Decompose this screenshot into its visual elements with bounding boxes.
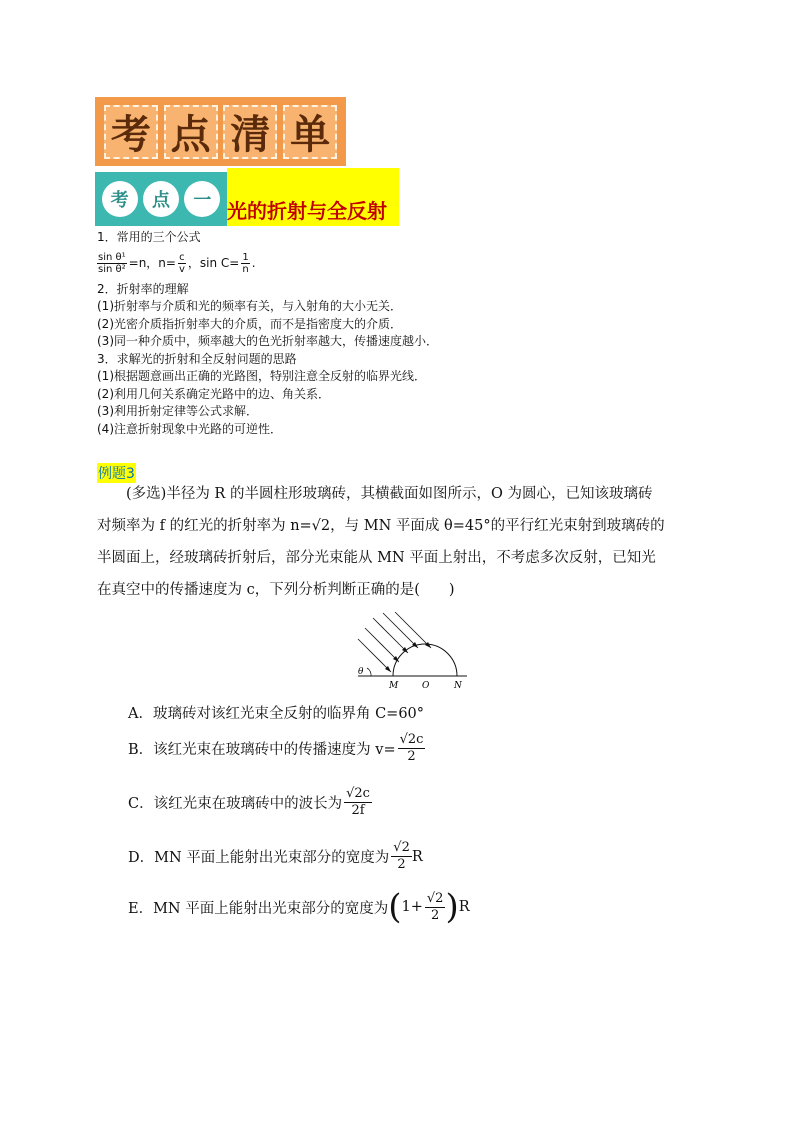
notes-item: (1)根据题意画出正确的光路图，特别注意全反射的临界光线．	[97, 369, 427, 383]
fraction-numerator: 1	[242, 252, 249, 263]
option-fraction	[391, 840, 412, 873]
notes-heading-2: 2．折射率的理解	[97, 281, 189, 296]
section-title: 光的折射与全反射	[227, 199, 387, 223]
notes-item: (3)利用折射定律等公式求解．	[97, 404, 258, 418]
fraction-numerator: √2c	[346, 786, 370, 801]
fraction-numerator: sin θ¹	[98, 252, 126, 263]
light-rays	[358, 612, 431, 672]
option-c[interactable]	[128, 786, 372, 819]
theta-arc	[367, 668, 371, 676]
fraction-numerator: √2	[426, 890, 444, 906]
option-text: D．MN 平面上能射出光束部分的宽度为	[128, 850, 390, 866]
fraction-numerator: √2c	[399, 732, 424, 747]
formula-text: .	[251, 255, 256, 270]
option-tail: R	[458, 899, 470, 915]
label-o: O	[422, 681, 430, 690]
option-d[interactable]	[128, 840, 423, 873]
fraction-sin-ratio	[97, 252, 127, 275]
question-line: 对频率为 f 的红光的折射率为 n=√2，与 MN 平面成 θ=45°的平行红光束射到玻璃砖的	[97, 518, 665, 534]
label-m: M	[389, 681, 399, 690]
fraction-denominator: sin θ²	[98, 264, 126, 275]
label-n: N	[454, 681, 462, 690]
fraction-numerator: √2	[393, 840, 410, 855]
banner-char: 考	[104, 105, 158, 159]
option-text: 1+	[401, 899, 423, 915]
option-tail: R	[411, 848, 423, 865]
fraction-denominator: v	[178, 264, 185, 275]
notes-item: (2)利用几何关系确定光路中的边、角关系．	[97, 386, 330, 401]
semicircle-glass-diagram	[355, 612, 470, 690]
option-e[interactable]	[128, 887, 470, 927]
badge-circle: 考	[102, 181, 138, 217]
theta-label: θ	[358, 667, 364, 677]
option-text: E．MN 平面上能射出光束部分的宽度为	[128, 900, 389, 917]
option-text: B．该红光束在玻璃砖中的传播速度为 v=	[128, 742, 396, 758]
banner-kaodian-qingdan	[95, 97, 346, 166]
semicircle-arc	[393, 644, 457, 676]
fraction-denominator: 2	[407, 749, 416, 764]
option-a[interactable]	[128, 702, 424, 723]
question-text	[97, 478, 697, 606]
example-label-text: 例题	[98, 466, 126, 482]
notes-item: (2)光密介质指折射率大的介质，而不是指密度大的介质．	[97, 316, 403, 331]
banner-char: 单	[283, 105, 337, 159]
option-text: A．玻璃砖对该红光束全反射的临界角 C=60°	[128, 706, 425, 722]
option-b[interactable]	[128, 732, 425, 765]
key-notes	[97, 229, 438, 438]
fraction-numerator: c	[179, 252, 185, 263]
notes-heading-3: 3．求解光的折射和全反射问题的思路	[97, 351, 297, 366]
option-fraction	[398, 732, 426, 765]
example-number: 3	[126, 466, 135, 482]
option-fraction	[344, 786, 372, 819]
notes-heading-1: 1．常用的三个公式	[97, 230, 201, 244]
open-paren: (	[388, 887, 402, 927]
question-line: (多选)半径为 R 的半圆柱形玻璃砖，其横截面如图所示，O 为圆心，已知该玻璃砖	[126, 486, 653, 502]
fraction-denominator: n	[242, 264, 249, 275]
notes-item: (3)同一种介质中，频率越大的色光折射率越大，传播速度越小．	[97, 334, 439, 348]
question-line: 半圆面上，经玻璃砖折射后，部分光束能从 MN 平面上射出，不考虑多次反射，已知光	[97, 550, 656, 566]
banner-char: 清	[223, 105, 277, 159]
ray-arrowheads	[385, 642, 431, 672]
fraction-c-over-v	[178, 252, 186, 275]
banner-char: 点	[164, 105, 218, 159]
badge-circle: 一	[184, 181, 220, 217]
option-text: C．该红光束在玻璃砖中的波长为	[128, 796, 343, 812]
formula-text: =n，n=	[128, 255, 176, 270]
fraction-denominator: 2f	[351, 803, 365, 818]
fraction-denominator: 2	[397, 857, 406, 872]
section-title-box	[227, 168, 399, 226]
fraction-denominator: 2	[431, 907, 440, 923]
notes-item: (4)注意折射现象中光路的可逆性．	[97, 421, 282, 436]
question-line: 在真空中的传播速度为 c，下列分析判断正确的是( )	[97, 582, 455, 598]
section-header	[95, 168, 399, 226]
option-fraction	[425, 891, 446, 924]
formula-text: ，sin C=	[187, 255, 240, 270]
notes-item: (1)折射率与介质和光的频率有关，与入射角的大小无关．	[97, 299, 403, 313]
fraction-1-over-n	[241, 252, 249, 275]
kaodian-badge	[95, 172, 227, 226]
badge-circle: 点	[143, 181, 179, 217]
formula-line	[97, 247, 438, 281]
close-paren: )	[445, 887, 459, 927]
